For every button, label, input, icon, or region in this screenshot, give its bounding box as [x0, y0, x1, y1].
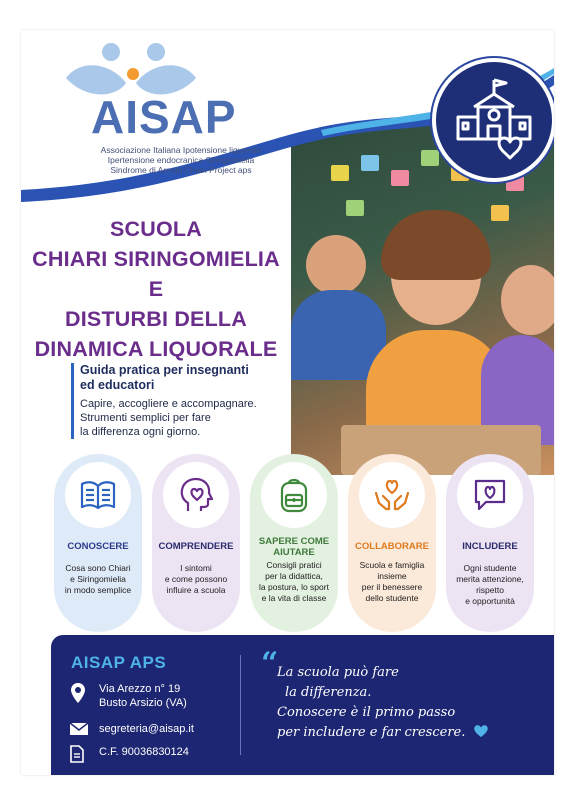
guide-title-line: ed educatori — [80, 378, 155, 392]
card-title: INCLUDERE — [462, 541, 518, 552]
envelope-icon — [69, 722, 89, 736]
logo-subtitle — [81, 145, 281, 175]
guide-text — [80, 397, 310, 439]
card-icon-circle — [163, 462, 229, 528]
backpack-icon — [274, 475, 314, 515]
card-text-line: e Siringomielia — [70, 574, 126, 584]
headline-line: DISTURBI DELLA — [65, 307, 247, 331]
card-text — [448, 563, 532, 607]
logo-subtitle-line: Sindrome di Arnold Chiari Project aps — [110, 165, 252, 175]
logo-subtitle-line: Ipertensione endocranica Siringomielia — [107, 155, 255, 165]
card-text-line: Ogni studente — [463, 563, 517, 573]
card-title — [250, 536, 338, 558]
card-title-line: AIUTARE — [273, 547, 315, 558]
headline-line: SCUOLA — [110, 217, 202, 241]
logo-title: AISAP — [91, 91, 237, 143]
headline — [21, 214, 291, 364]
card-text — [252, 560, 336, 604]
card-title: COLLABORARE — [355, 541, 429, 552]
card-includere — [446, 454, 534, 632]
card-text-line: Scuola e famiglia — [359, 560, 425, 570]
quote-line: la differenza. — [285, 685, 372, 700]
footer-address-text — [99, 682, 187, 710]
footer-email-text[interactable]: segreteria@aisap.it — [99, 723, 194, 735]
guide-title — [80, 363, 310, 393]
footer-address-line: Via Arezzo n° 19 — [99, 683, 181, 695]
card-icon-circle — [65, 462, 131, 528]
headline-line: E — [148, 277, 164, 301]
footer — [51, 635, 554, 775]
card-text-line: e la vita di classe — [261, 593, 327, 603]
card-text-line: dello studente — [365, 593, 419, 603]
footer-address-line: Busto Arsizio (VA) — [99, 697, 187, 709]
card-title: COMPRENDERE — [158, 541, 234, 552]
school-heart-icon — [436, 62, 552, 178]
topic-cards — [54, 454, 554, 634]
guide-text-line: Capire, accogliere e accompagnare. — [80, 398, 257, 410]
card-title-line: SAPERE COME — [258, 536, 330, 547]
guide-text-line: la differenza ogni giorno. — [80, 426, 201, 438]
document-icon — [69, 745, 85, 763]
poster — [21, 30, 554, 775]
card-text-line: in modo semplice — [64, 585, 132, 595]
logo-subtitle-line: Associazione Italiana Ipotensione liquorale — [100, 145, 262, 155]
quote-line: La scuola può fare — [277, 665, 399, 680]
card-text — [350, 560, 434, 604]
footer-cf-text: C.F. 90036830124 — [99, 746, 189, 758]
card-icon-circle — [359, 462, 425, 528]
hands-heart-icon — [372, 475, 412, 515]
card-icon-circle — [457, 462, 523, 528]
guide-title-line: Guida pratica per insegnanti — [80, 363, 249, 377]
head-heart-icon — [176, 475, 216, 515]
quote-line: per includere e far crescere. — [277, 725, 466, 740]
card-text-line: per il benessere — [361, 582, 423, 592]
card-text-line: e opportunità — [465, 596, 515, 606]
card-title: CONOSCERE — [67, 541, 129, 552]
card-sapere-come-aiutare — [250, 454, 338, 632]
card-text-line: Cosa sono Chiari — [65, 563, 131, 573]
headline-line: CHIARI SIRINGOMIELIA — [32, 247, 280, 271]
speech-heart-icon — [470, 475, 510, 515]
card-text — [154, 563, 238, 596]
card-icon-circle — [261, 462, 327, 528]
card-text-line: insieme — [377, 571, 407, 581]
card-comprendere — [152, 454, 240, 632]
aisap-logo — [51, 38, 271, 188]
card-text — [56, 563, 140, 596]
headline-line: DINAMICA LIQUORALE — [34, 337, 278, 361]
card-collaborare — [348, 454, 436, 632]
card-text-line: per la didattica, — [265, 571, 323, 581]
heart-icon — [473, 724, 489, 738]
card-text-line: I sintomi — [180, 563, 212, 573]
footer-org-name: AISAP APS — [71, 653, 167, 672]
guide-block — [71, 363, 310, 439]
card-text-line: merita attenzione, — [456, 574, 524, 584]
card-text-line: la postura, lo sport — [259, 582, 329, 592]
guide-text-line: Strumenti semplici per fare — [80, 412, 211, 424]
quote-mark-icon: “ — [261, 646, 279, 681]
location-pin-icon — [69, 682, 87, 704]
book-icon — [78, 475, 118, 515]
card-text-line: e come possono — [164, 574, 228, 584]
card-text-line: influire a scuola — [166, 585, 226, 595]
footer-divider — [240, 655, 241, 755]
card-text-line: rispetto — [476, 585, 504, 595]
school-heart-badge — [432, 58, 554, 182]
card-text-line: Consigli pratici — [266, 560, 322, 570]
quote-line: Conoscere è il primo passo — [277, 705, 456, 720]
card-conoscere — [54, 454, 142, 632]
